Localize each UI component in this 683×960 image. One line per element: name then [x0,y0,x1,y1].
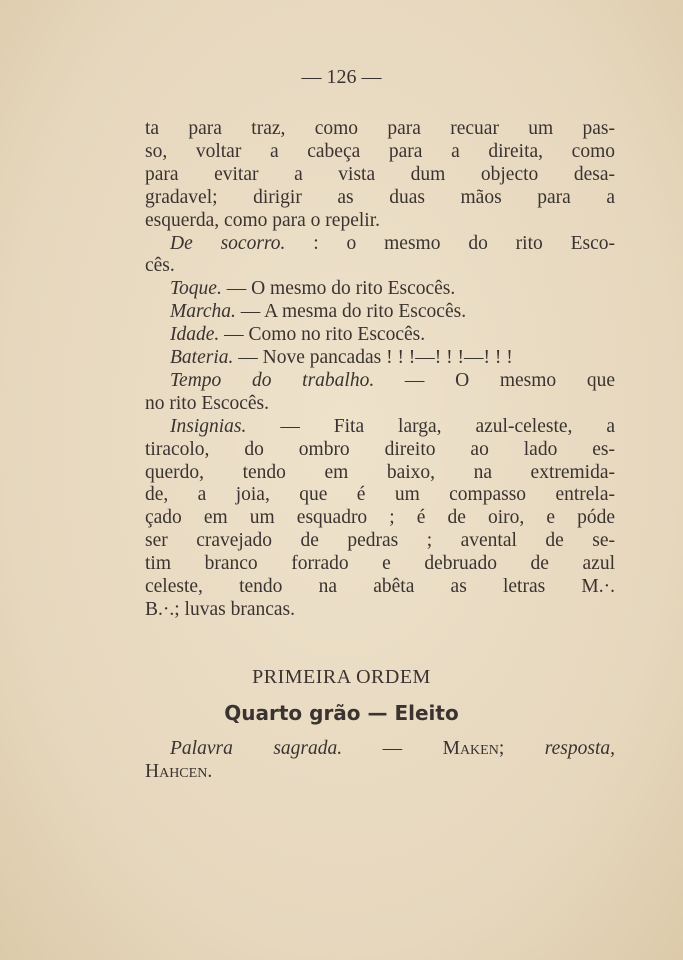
separator: ; [498,738,545,759]
line-text: — A mesma do rito Escocês. [235,301,467,323]
section-title: PRIMEIRA ORDEM [252,666,431,688]
term-label: Marcha. [170,301,236,323]
text-line [145,117,615,140]
dash: — [342,738,443,759]
line-text: — Nove pancadas ! ! !—! ! !—! ! ! [233,347,513,368]
text-line [170,323,615,346]
line-text: — Fita larga, azul-celeste, a [246,415,615,437]
text-line [145,598,615,621]
term-label: resposta, [544,738,615,759]
text-line [145,552,615,575]
line-text: no rito Escocês. [145,392,270,414]
text-line [170,300,615,323]
word: Maken [442,738,499,759]
line-text: tim branco forrado e debruado de azul [145,553,615,575]
text-line [170,415,615,438]
word: Hahcen [145,761,208,782]
text-line [170,232,615,255]
line-text: querdo, tendo em baixo, na extremida- [145,461,615,483]
term-label: Palavra sagrada. [170,738,343,759]
line-text: B.·.; luvas brancas. [145,598,296,620]
line-text: celeste, tendo na abêta as letras M.·. [145,576,615,597]
line-text: ta para traz, como para recuar um pas- [145,118,615,139]
line-text: ser cravejado de pedras ; avental de se- [145,530,615,552]
text-line [170,277,615,300]
text-line [145,506,615,529]
term-label: Idade. [170,324,220,346]
line-text: esquerda, como para o repelir. [145,209,380,231]
line-text: — Como no rito Escocês. [219,324,426,346]
text-line [145,392,615,415]
term-label: Insignias. [170,415,247,437]
line-text: : o mesmo do rito Esco- [285,232,615,254]
text-line [145,254,615,277]
final-paragraph-line-2 [145,760,615,783]
subsection-title: Quarto grão — Eleito [224,701,459,725]
text-line [145,438,615,461]
line-text: gradavel; dirigir as duas mãos para a [145,186,615,208]
line-text: tiracolo, do ombro direito ao lado es- [145,438,615,460]
line-text: cês. [145,255,175,277]
term-label: Toque. [170,278,222,300]
period: . [207,761,213,782]
text-line [145,163,615,186]
text-line [145,186,615,209]
text-line [145,209,615,232]
term-label: Bateria. [170,347,234,368]
text-line [145,575,615,598]
text-line [170,369,615,392]
final-paragraph-line-1 [170,737,615,760]
term-label: De socorro. [170,232,286,254]
text-line [145,461,615,484]
line-text: so, voltar a cabeça para a direita, como [145,140,615,162]
line-text: çado em um esquadro ; é de oiro, e póde [145,507,615,529]
text-line [145,140,615,163]
line-text: — O mesmo do rito Escocês. [221,278,456,300]
line-text: para evitar a vista dum objecto desa- [145,163,615,185]
line-text: de, a joia, que é um compasso entrela- [145,484,615,506]
line-text: — O mesmo que [374,369,615,391]
term-label: Tempo do trabalho. [170,369,375,391]
text-line [145,483,615,506]
page-number: — 126 — [301,66,382,88]
text-line [145,529,615,552]
text-line [170,346,615,369]
